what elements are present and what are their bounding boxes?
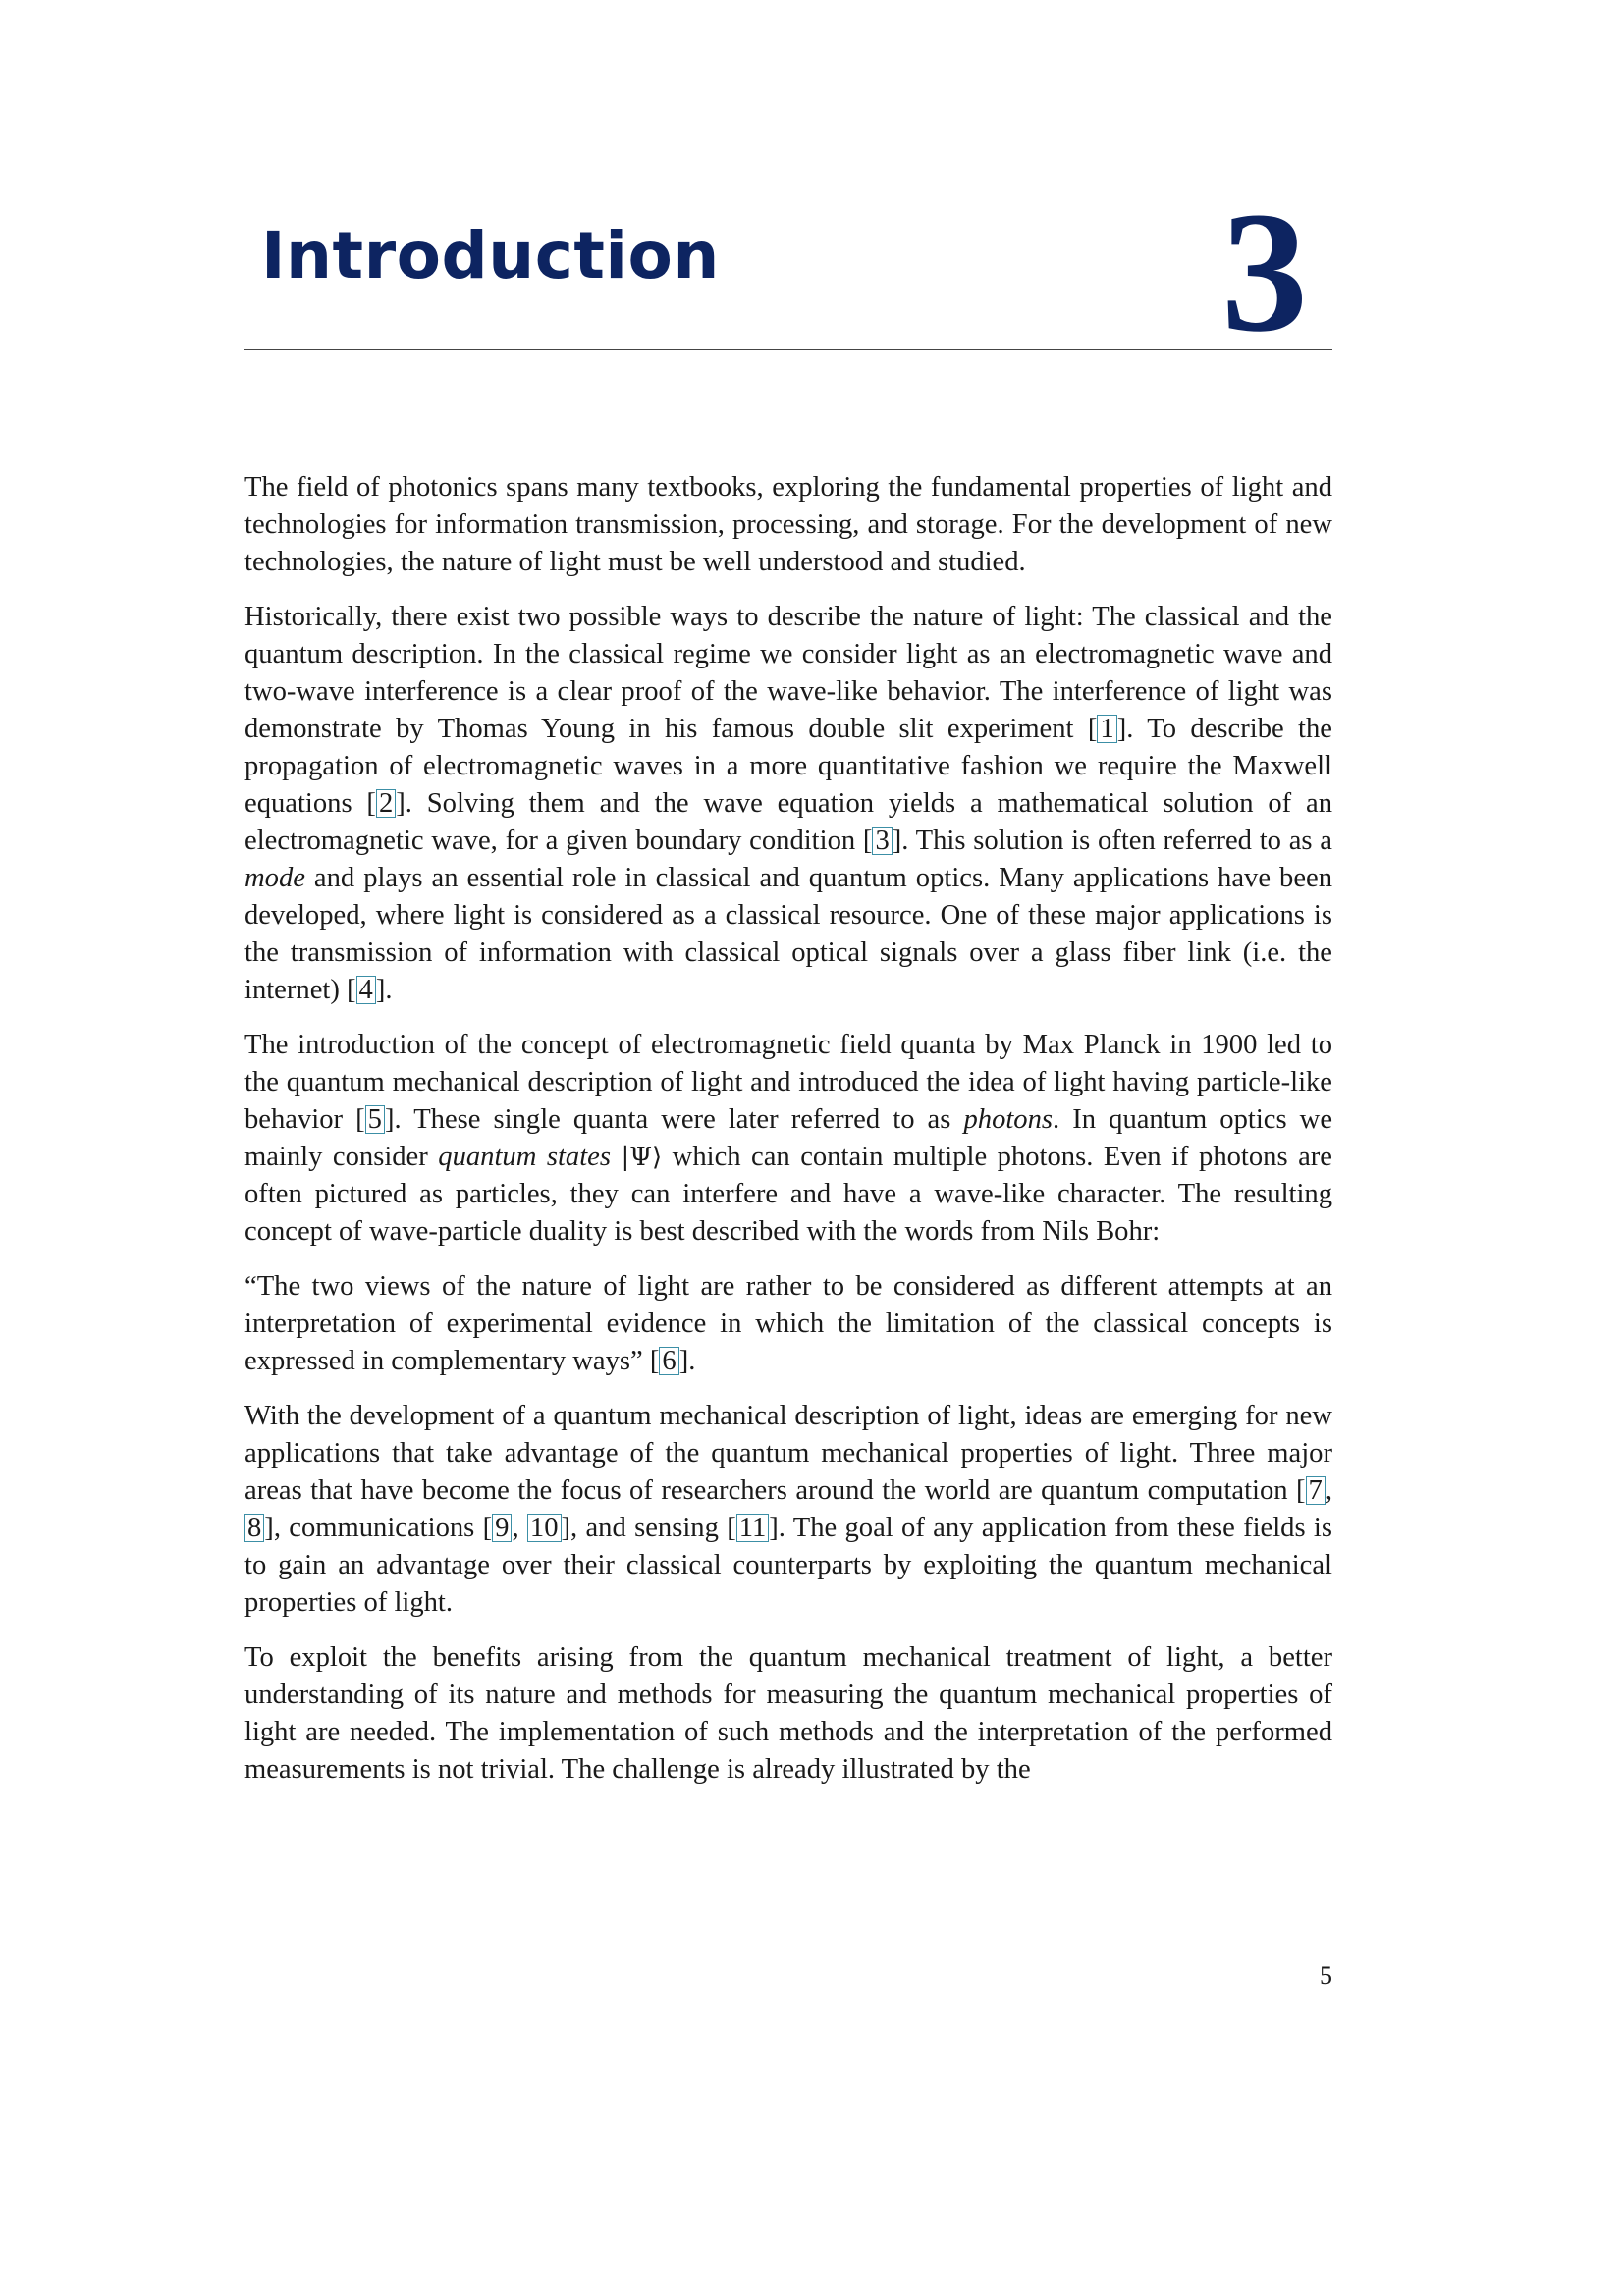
chapter-title: Introduction (261, 218, 720, 294)
citation-link[interactable]: 4 (356, 976, 376, 1004)
body-text (244, 469, 1332, 1806)
emphasis-photons: photons (963, 1104, 1054, 1135)
citation-link[interactable]: 7 (1306, 1476, 1326, 1505)
paragraph-2: Historically, there exist two possible ways to describe the nature of light: The classical and the quantum description. In the classical regime we consider light as an electromagnetic wave and two-wave interference is a clear proof of the wave-like behavior. The interference of light was demonstrate by Thomas Young in his famous double slit experiment [ 1 ]. To describe the propagation of electromagnetic waves in a more quantitative fashion we require the Maxwell equations [ 2 ]. Solving them and the wave equation yields a mathematical solution of an electromagnetic wave, for a given boundary condition [ 3 ]. This solution is often referred to as a mode and plays an essential role in classical and quantum optics. Many applications have been developed, where light is considered as a classical resource. One of these major applications is the transmission of information with classical optical signals over a glass fiber link (i.e. the internet) [ 4 ]. (244, 602, 1332, 1005)
citation-link[interactable]: 8 (244, 1514, 264, 1542)
citation-link[interactable]: 2 (376, 789, 396, 818)
citation-link[interactable]: 6 (659, 1347, 678, 1375)
emphasis-quantum-states: quantum states (438, 1142, 611, 1172)
paragraph-5: To exploit the benefits arising from the quantum mechanical treatment of light, a better understanding of its nature and methods for measuring the quantum mechanical properties of light are needed. The implementation of such methods and the interpretation of the performed measurements is not trivial. The challenge is already illustrated by the (244, 1642, 1332, 1785)
chapter-number: 3 (1221, 177, 1308, 368)
citation-link[interactable]: 9 (492, 1514, 512, 1542)
paragraph-4: With the development of a quantum mechanical description of light, ideas are emerging for new applications that take advantage of the quantum mechanical properties of light. Three major areas that have become the focus of researchers around the world are quantum computation [ 7 , 8 ], communications [ 9 , 10 ], and sensing [ 11 ]. The goal of any application from these fields is to gain an advantage over their classical counterparts by exploiting the quantum mechanical properties of light. (244, 1401, 1332, 1618)
citation-link[interactable]: 1 (1097, 715, 1116, 743)
emphasis-mode: mode (244, 863, 305, 893)
block-quote: “The two views of the nature of light are rather to be considered as different attempts at an interpretation of experimental evidence in which the limitation of the classical concepts is expressed in complementary ways” [ 6 ]. (244, 1271, 1332, 1376)
title-divider (244, 349, 1332, 350)
citation-link[interactable]: 11 (736, 1514, 770, 1542)
citation-link[interactable]: 10 (527, 1514, 562, 1542)
paragraph-3: The introduction of the concept of electromagnetic field quanta by Max Planck in 1900 led to the quantum mechanical description of light and introduced the idea of light having particle-like behavior [ 5 ]. These single quanta were later referred to as photons. In quantum optics we mainly consider quantum states |Ψ⟩ which can contain multiple photons. Even if photons are often pictured as particles, they can interfere and have a wave-like character. The resulting concept of wave-particle duality is best described with the words from Nils Bohr: (244, 1030, 1333, 1247)
paragraph-1: The field of photonics spans many textbooks, exploring the fundamental properties of light and technologies for information transmission, processing, and storage. For the development of new technologies, the nature of light must be well understood and studied. (244, 472, 1332, 577)
citation-link[interactable]: 5 (365, 1105, 385, 1134)
ket-psi-symbol: |Ψ⟩ (621, 1143, 663, 1172)
citation-link[interactable]: 3 (872, 827, 892, 855)
page-number: 5 (1320, 1961, 1332, 1990)
